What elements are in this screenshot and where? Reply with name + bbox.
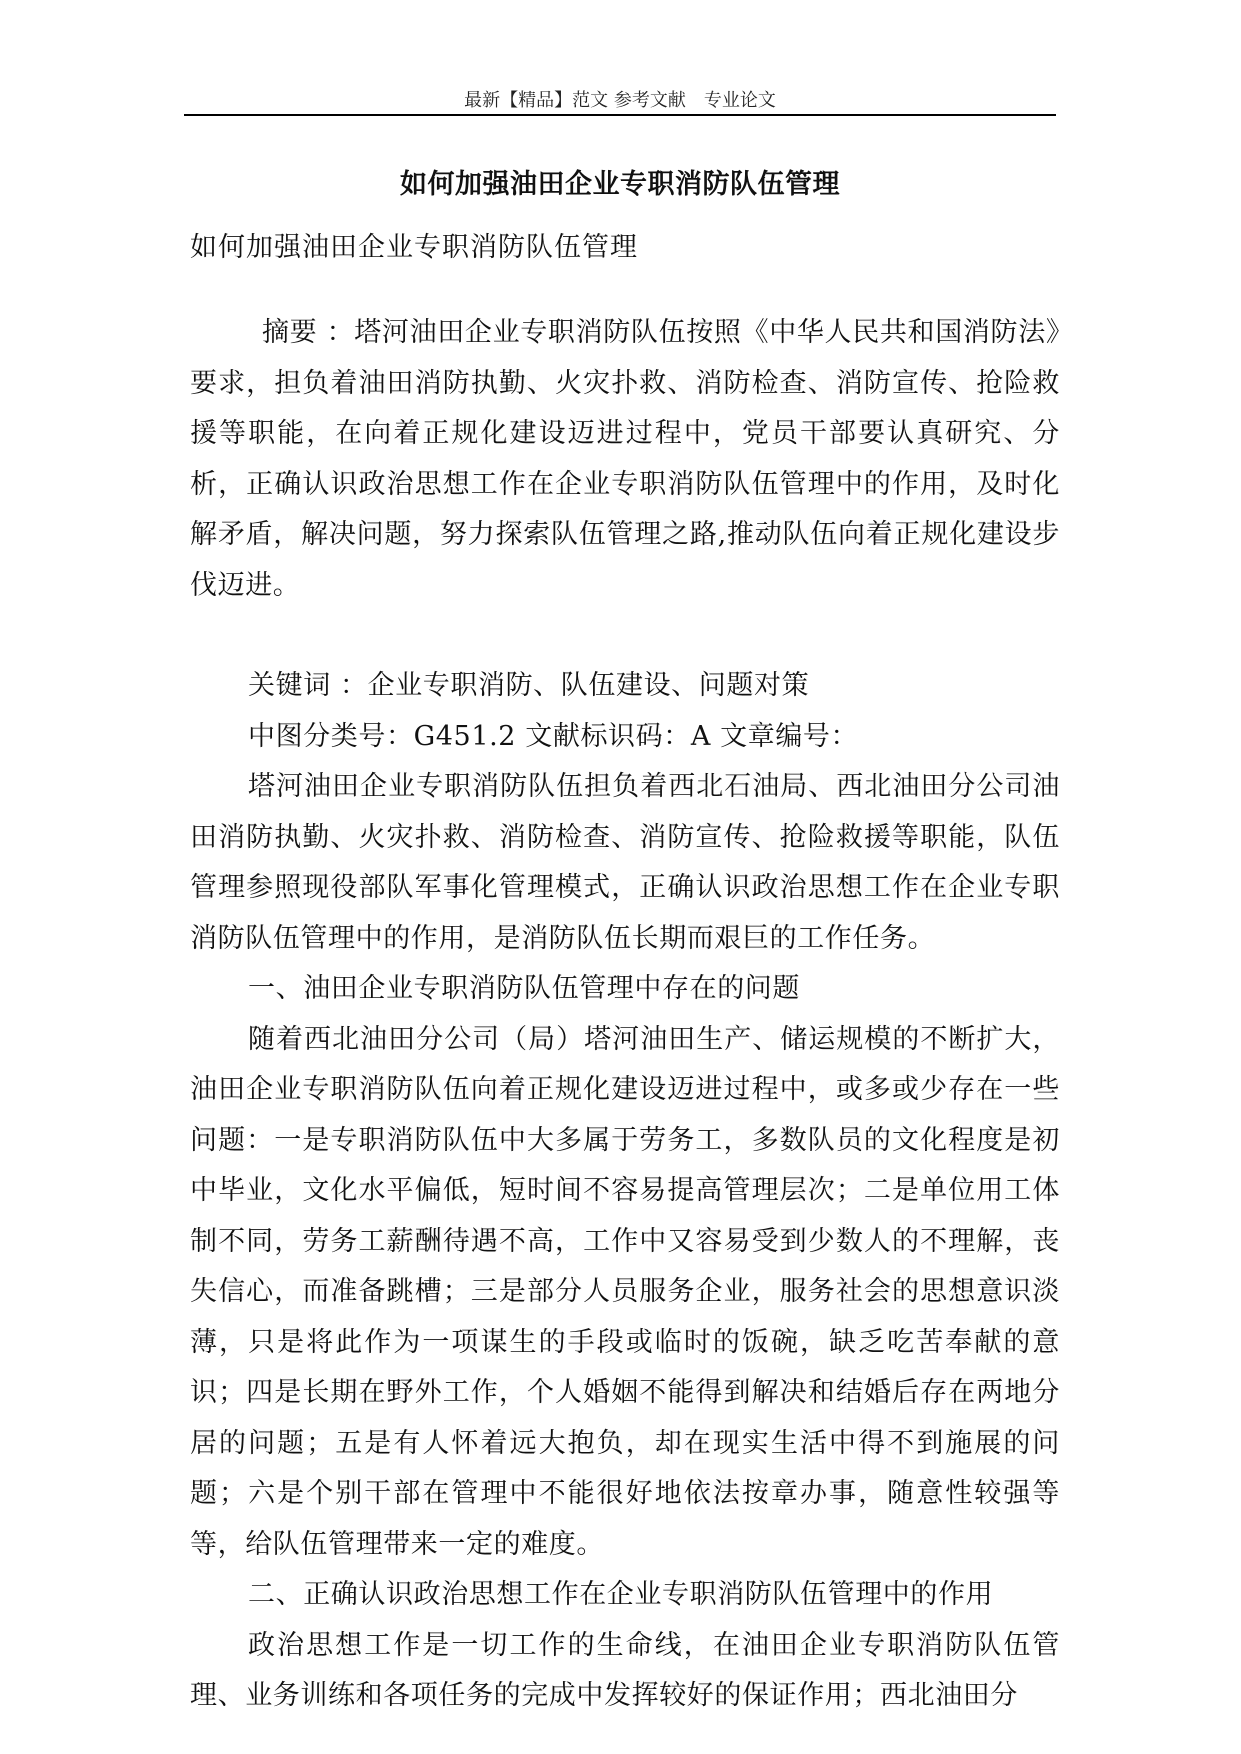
page-header: 最新【精品】范文 参考文献 专业论文 <box>464 90 776 111</box>
abstract-paragraph: 摘要 ：塔河油田企业专职消防队伍按照《中华人民共和国消防法》要求，担负着油田消防执勤、火灾扑救、消防检查、消防宣传、抢险救援等职能，在向着正规化建设迈进过程中，党员干部要认真研究、分析，正确认识政治思想工作在企业专职消防队伍管理中的作用，及时化解矛盾，解决问题，努力探索队伍管理之路,推动队伍向着正规化建设步伐迈进。 <box>190 317 1060 601</box>
header-rule <box>184 114 1056 116</box>
document-subtitle: 如何加强油田企业专职消防队伍管理 <box>190 232 638 263</box>
section-2-paragraph: 政治思想工作是一切工作的生命线，在油田企业专职消防队伍管理、业务训练和各项任务的完成中发挥较好的保证作用；西北油田分 <box>190 1629 1060 1711</box>
paragraph-gap <box>190 611 1060 661</box>
keywords-line: 关键词 ：企业专职消防、队伍建设、问题对策 <box>248 670 810 701</box>
section-1-heading: 一、油田企业专职消防队伍管理中存在的问题 <box>248 973 800 1004</box>
classification-line: 中图分类号：G451.2 文献标识码：A 文章编号： <box>248 720 859 752</box>
document-title: 如何加强油田企业专职消防队伍管理 <box>400 169 840 200</box>
section-1-paragraph: 随着西北油田分公司（局）塔河油田生产、储运规模的不断扩大，油田企业专职消防队伍向着正规化建设迈进过程中，或多或少存在一些问题：一是专职消防队伍中大多属于劳务工，多数队员的文化程度是初中毕业，文化水平偏低，短时间不容易提高管理层次；二是单位用工体制不同，劳务工薪酬待遇不高，工作中又容易受到少数人的不理解，丧失信心，而准备跳槽；三是部分人员服务企业，服务社会的思想意识淡薄，只是将此作为一项谋生的手段或临时的饭碗，缺乏吃苦奉献的意识；四是长期在野外工作，个人婚姻不能得到解决和结婚后存在两地分居的问题；五是有人怀着远大抱负，却在现实生活中得不到施展的问题；六是个别干部在管理中不能很好地依法按章办事，随意性较强等等，给队伍管理带来一定的难度。 <box>190 1023 1060 1560</box>
section-2-heading: 二、正确认识政治思想工作在企业专职消防队伍管理中的作用 <box>248 1579 994 1610</box>
intro-paragraph: 塔河油田企业专职消防队伍担负着西北石油局、西北油田分公司油田消防执勤、火灾扑救、消防检查、消防宣传、抢险救援等职能，队伍管理参照现役部队军事化管理模式，正确认识政治思想工作在企业专职消防队伍管理中的作用，是消防队伍长期而艰巨的工作任务。 <box>190 771 1060 954</box>
document-body <box>190 308 1060 1722</box>
